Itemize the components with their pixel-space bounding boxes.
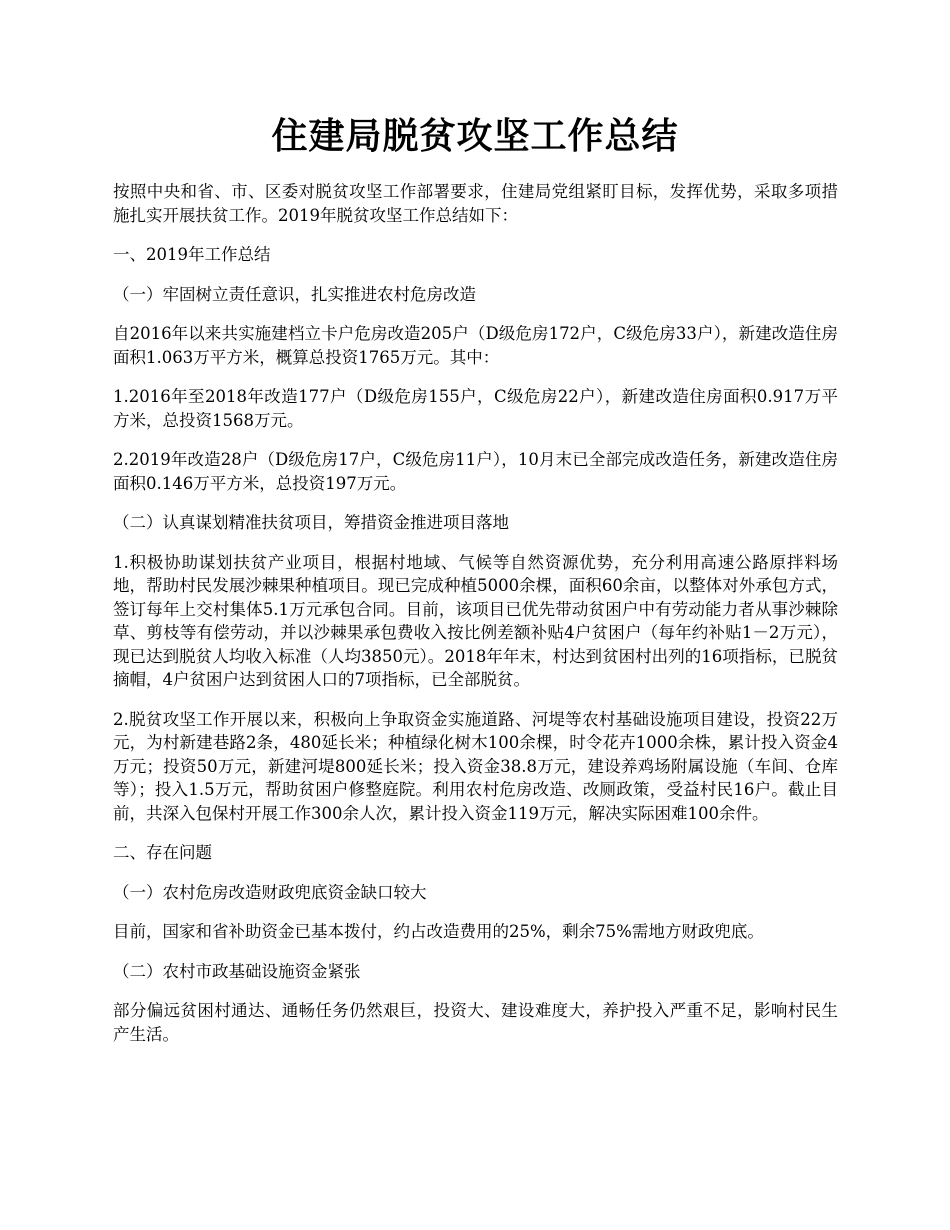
paragraph-infrastructure-shortage: 部分偏远贫困村通达、通畅任务仍然艰巨，投资大、建设难度大，养护投入严重不足，影响村民生产生活。 <box>113 1001 838 1044</box>
paragraph-renovation-2016-2018: 1.2016年至2018年改造177户（D级危房155户，C级危房22户），新建改造住房面积0.917万平方米，总投资1568万元。 <box>113 387 838 430</box>
paragraph-sea-buckthorn-project: 1.积极协助谋划扶贫产业项目，根据村地域、气候等自然资源优势，充分利用高速公路原拌料场地，帮助村民发展沙棘果种植项目。现已完成种植5000余棵，面积60余亩，以整体对外承包方式，签订每年上交村集体5.1万元承包合同。目前，该项目已优先带动贫困户中有劳动能力者从事沙棘除草、剪枝等有偿劳动，并以沙棘果承包费收入按比例差额补贴4户贫困户（每年约补贴1－2万元），现已达到脱贫人均收入标准（人均3850元）。2018年年末，村达到贫困村出列的16项指标，已脱贫摘帽，4户贫困户达到贫困人口的7项指标，已全部脱贫。 <box>113 552 838 689</box>
paragraph-renovation-overview: 自2016年以来共实施建档立卡户危房改造205户（D级危房172户，C级危房33户），新建改造住房面积1.063万平方米，概算总投资1765万元。其中： <box>113 324 838 367</box>
subsection-heading-poverty-projects: （二）认真谋划精准扶贫项目，筹措资金推进项目落地 <box>113 513 509 532</box>
document-title: 住建局脱贫攻坚工作总结 <box>271 115 679 157</box>
section-heading-problems: 二、存在问题 <box>113 843 212 862</box>
document-body <box>113 180 838 1062</box>
subsection-heading-funding-gap: （一）农村危房改造财政兜底资金缺口较大 <box>113 882 427 902</box>
paragraph-renovation-2019: 2.2019年改造28户（D级危房17户，C级危房11户），10月末已全部完成改造任务，新建改造住房面积0.146万平方米，总投资197万元。 <box>113 450 838 493</box>
paragraph-infrastructure-funding: 2.脱贫攻坚工作开展以来，积极向上争取资金实施道路、河堤等农村基础设施项目建设，投资22万元，为村新建巷路2条，480延长米；种植绿化树木100余棵，时令花卉1000余株，累计投入资金4万元；投资50万元，新建河堤800延长米；投入资金38.8万元，建设养鸡场附属设施（车间、仓库等）；投入1.5万元，帮助贫困户修整庭院。利用农村危房改造、改厕政策，受益村民16户。截止目前，共深入包保村开展工作300余人次，累计投入资金119万元，解决实际困难100余件。 <box>113 709 838 823</box>
subsection-heading-infrastructure-shortage: （二）农村市政基础设施资金紧张 <box>113 961 361 981</box>
intro-paragraph: 按照中央和省、市、区委对脱贫攻坚工作部署要求，住建局党组紧盯目标，发挥优势，采取多项措施扎实开展扶贫工作。2019年脱贫攻坚工作总结如下： <box>113 182 838 225</box>
subsection-heading-housing-renovation: （一）牢固树立责任意识，扎实推进农村危房改造 <box>113 284 476 304</box>
paragraph-funding-gap: 目前，国家和省补助资金已基本拨付，约占改造费用的25%，剩余75%需地方财政兜底。 <box>113 922 764 941</box>
section-heading-work-summary: 一、2019年工作总结 <box>113 245 271 264</box>
